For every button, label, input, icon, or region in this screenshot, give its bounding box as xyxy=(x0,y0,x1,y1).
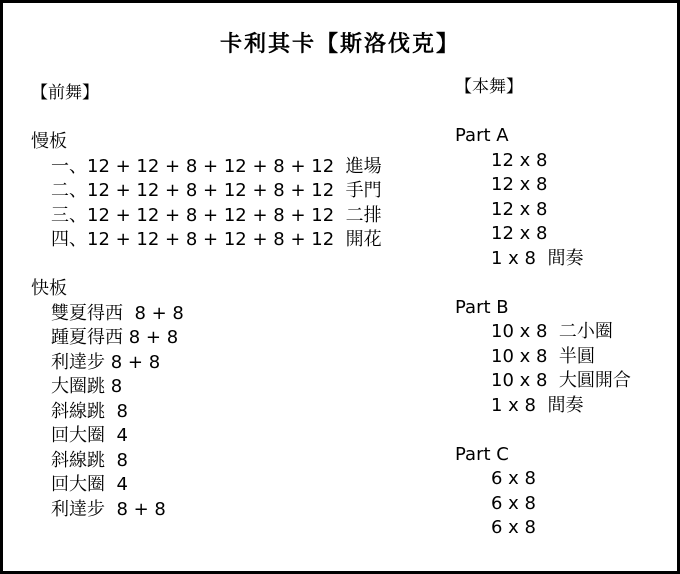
fast-row: 斜線跳 8 xyxy=(51,400,128,422)
slow-row: 三、12 + 12 + 8 + 12 + 8 + 12 二排 xyxy=(51,204,382,226)
part-row: 10 x 8 大圓開合 xyxy=(491,370,631,391)
fast-row: 利達步 8 + 8 xyxy=(51,351,161,373)
main-dance-heading: 【本舞】 xyxy=(455,77,523,97)
part-row: 10 x 8 二小圈 xyxy=(491,321,613,342)
part-row: 1 x 8 間奏 xyxy=(491,247,584,269)
part-row: 10 x 8 半圓 xyxy=(491,345,595,367)
main-dance-section xyxy=(455,75,631,541)
fast-row: 回大圈 4 xyxy=(51,474,128,495)
fast-row: 踵夏得西 8 + 8 xyxy=(51,327,179,348)
part-label: Part B xyxy=(455,296,509,318)
part-row: 12 x 8 xyxy=(491,174,548,195)
fast-row: 大圈跳 8 xyxy=(51,376,123,397)
part-row: 6 x 8 xyxy=(491,517,536,538)
fast-row: 回大圈 4 xyxy=(51,425,128,446)
part-row: 12 x 8 xyxy=(491,198,548,220)
slow-row: 四、12 + 12 + 8 + 12 + 8 + 12 開花 xyxy=(51,229,382,250)
fast-row: 利達步 8 + 8 xyxy=(51,498,166,520)
slow-section-label: 慢板 xyxy=(31,131,67,152)
slow-row: 一、12 + 12 + 8 + 12 + 8 + 12 進場 xyxy=(51,155,382,177)
fast-section-label: 快板 xyxy=(31,278,67,299)
part-label: Part C xyxy=(455,443,509,465)
part-row: 6 x 8 xyxy=(491,468,536,489)
page-title: 卡利其卡【斯洛伐克】 xyxy=(219,32,460,57)
part-row: 6 x 8 xyxy=(491,492,536,514)
pre-dance-heading: 【前舞】 xyxy=(31,83,99,103)
part-row: 12 x 8 xyxy=(491,149,548,171)
fast-row: 斜線跳 8 xyxy=(51,449,128,471)
part-label: Part A xyxy=(455,125,509,146)
slow-row: 二、12 + 12 + 8 + 12 + 8 + 12 手門 xyxy=(51,180,382,201)
pre-dance-section xyxy=(31,81,382,522)
part-row: 1 x 8 間奏 xyxy=(491,394,584,416)
part-row: 12 x 8 xyxy=(491,223,548,244)
fast-row: 雙夏得西 8 + 8 xyxy=(51,302,184,324)
